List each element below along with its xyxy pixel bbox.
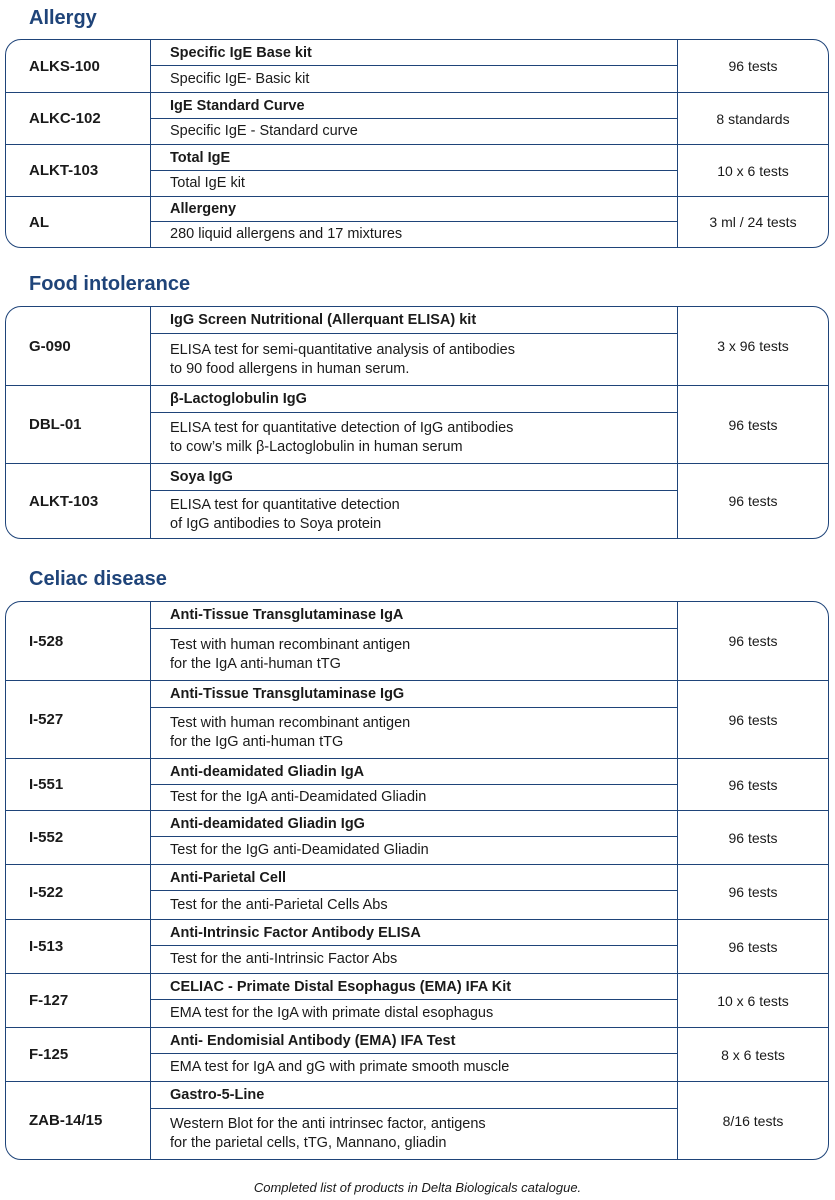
description-line: to 90 food allergens in human serum. [170,360,410,377]
description-line: ELISA test for quantitative detection of IgG antibodies [170,420,514,436]
description-line: of IgG antibodies to Soya protein [170,515,382,532]
package-size: 96 tests [677,865,828,919]
description-line: Test for the anti-Intrinsic Factor Abs [170,951,398,967]
product-description [151,891,677,919]
package-size: 96 tests [677,40,828,92]
product-name: IgG Screen Nutritional (Allerquant ELISA) kit [151,307,677,334]
table-row [6,919,828,973]
table-row [6,758,828,810]
product-table [5,601,829,1160]
table-row [6,864,828,919]
product-details [151,40,677,92]
description-line: Total IgE kit [170,175,245,191]
description-line: Test with human recombinant antigen [170,715,411,731]
package-size: 96 tests [677,759,828,810]
product-details [151,1028,677,1081]
description-line: 280 liquid allergens and 17 mixtures [170,226,403,242]
product-name: CELIAC - Primate Distal Esophagus (EMA) IFA Kit [151,974,677,1000]
product-name: Gastro-5-Line [151,1082,677,1109]
product-code: I-513 [6,920,151,973]
product-code: ALKC-102 [6,93,151,144]
table-row [6,196,828,247]
section-title: Celiac disease [29,568,167,590]
product-details [151,1082,677,1159]
product-name: Anti-Tissue Transglutaminase IgA [151,602,677,629]
product-details [151,93,677,144]
table-row [6,307,828,385]
product-code: ZAB-14/15 [6,1082,151,1159]
description-line: Test for the IgA anti-Deamidated Gliadin [170,789,427,805]
table-row [6,40,828,92]
product-description [151,708,677,758]
product-description [151,413,677,463]
product-code: ALKT-103 [6,145,151,196]
product-details [151,464,677,538]
description-line: Western Blot for the anti intrinsec factor, antigens [170,1116,486,1132]
product-code: AL [6,197,151,247]
package-size: 96 tests [677,386,828,463]
table-row [6,602,828,680]
description-line: for the parietal cells, tTG, Mannano, gliadin [170,1135,447,1151]
product-description [151,629,677,680]
package-size: 96 tests [677,920,828,973]
table-row [6,973,828,1027]
table-row [6,1027,828,1081]
package-size: 10 x 6 tests [677,145,828,196]
product-description [151,119,677,144]
product-description [151,171,677,196]
section-title: Food intolerance [29,273,191,295]
product-code: I-522 [6,865,151,919]
table-row [6,810,828,864]
product-code: I-527 [6,681,151,758]
package-size: 3 x 96 tests [677,307,828,385]
product-name: Anti-deamidated Gliadin IgG [151,811,677,837]
package-size: 96 tests [677,811,828,864]
product-name: Specific IgE Base kit [151,40,677,66]
product-table [5,39,829,248]
product-description [151,1000,677,1027]
product-code: F-127 [6,974,151,1027]
product-name: β-Lactoglobulin IgG [151,386,677,413]
table-row [6,385,828,463]
product-details [151,865,677,919]
product-code: F-125 [6,1028,151,1081]
package-size: 96 tests [677,464,828,538]
product-description [151,1109,677,1159]
product-description [151,837,677,864]
table-row [6,144,828,196]
product-description [151,785,677,810]
product-code: I-552 [6,811,151,864]
product-name: Anti- Endomisial Antibody (EMA) IFA Test [151,1028,677,1054]
product-table [5,306,829,539]
product-description [151,222,677,247]
product-details [151,145,677,196]
package-size: 96 tests [677,602,828,680]
product-code: ALKS-100 [6,40,151,92]
product-details [151,602,677,680]
footer-note: Completed list of products in Delta Biologicals catalogue. [253,1180,582,1195]
product-name: IgE Standard Curve [151,93,677,119]
description-line: ELISA test for quantitative detection [170,496,400,513]
product-details [151,197,677,247]
product-code: G-090 [6,307,151,385]
product-details [151,307,677,385]
description-line: for the IgG anti-human tTG [170,734,344,750]
description-line: for the IgA anti-human tTG [170,655,341,672]
product-details [151,811,677,864]
description-line: Specific IgE - Standard curve [170,123,358,139]
package-size: 3 ml / 24 tests [677,197,828,247]
package-size: 8/16 tests [677,1082,828,1159]
product-details [151,386,677,463]
product-code: DBL-01 [6,386,151,463]
table-row [6,1081,828,1159]
product-details [151,759,677,810]
product-name: Anti-Tissue Transglutaminase IgG [151,681,677,708]
product-description [151,1054,677,1081]
description-line: EMA test for the IgA with primate distal esophagus [170,1005,494,1021]
description-line: Test for the IgG anti-Deamidated Gliadin [170,842,429,858]
product-code: I-551 [6,759,151,810]
product-details [151,974,677,1027]
description-line: Test with human recombinant antigen [170,636,411,653]
description-line: Specific IgE- Basic kit [170,70,310,87]
product-details [151,920,677,973]
product-code: I-528 [6,602,151,680]
product-name: Total IgE [151,145,677,171]
description-line: ELISA test for semi-quantitative analysis of antibodies [170,341,515,358]
description-line: EMA test for IgA and gG with primate smooth muscle [170,1059,510,1075]
description-line: to cow’s milk β-Lactoglobulin in human serum [170,439,463,455]
product-name: Anti-Intrinsic Factor Antibody ELISA [151,920,677,946]
package-size: 8 x 6 tests [677,1028,828,1081]
table-row [6,92,828,144]
product-description [151,334,677,385]
product-name: Soya IgG [151,464,677,491]
package-size: 8 standards [677,93,828,144]
product-description [151,66,677,92]
package-size: 96 tests [677,681,828,758]
product-description [151,946,677,973]
table-row [6,680,828,758]
product-name: Anti-deamidated Gliadin IgA [151,759,677,785]
package-size: 10 x 6 tests [677,974,828,1027]
product-description [151,491,677,538]
product-name: Anti-Parietal Cell [151,865,677,891]
description-line: Test for the anti-Parietal Cells Abs [170,896,388,913]
product-code: ALKT-103 [6,464,151,538]
product-details [151,681,677,758]
table-row [6,463,828,538]
section-title: Allergy [29,7,97,29]
product-name: Allergeny [151,197,677,222]
